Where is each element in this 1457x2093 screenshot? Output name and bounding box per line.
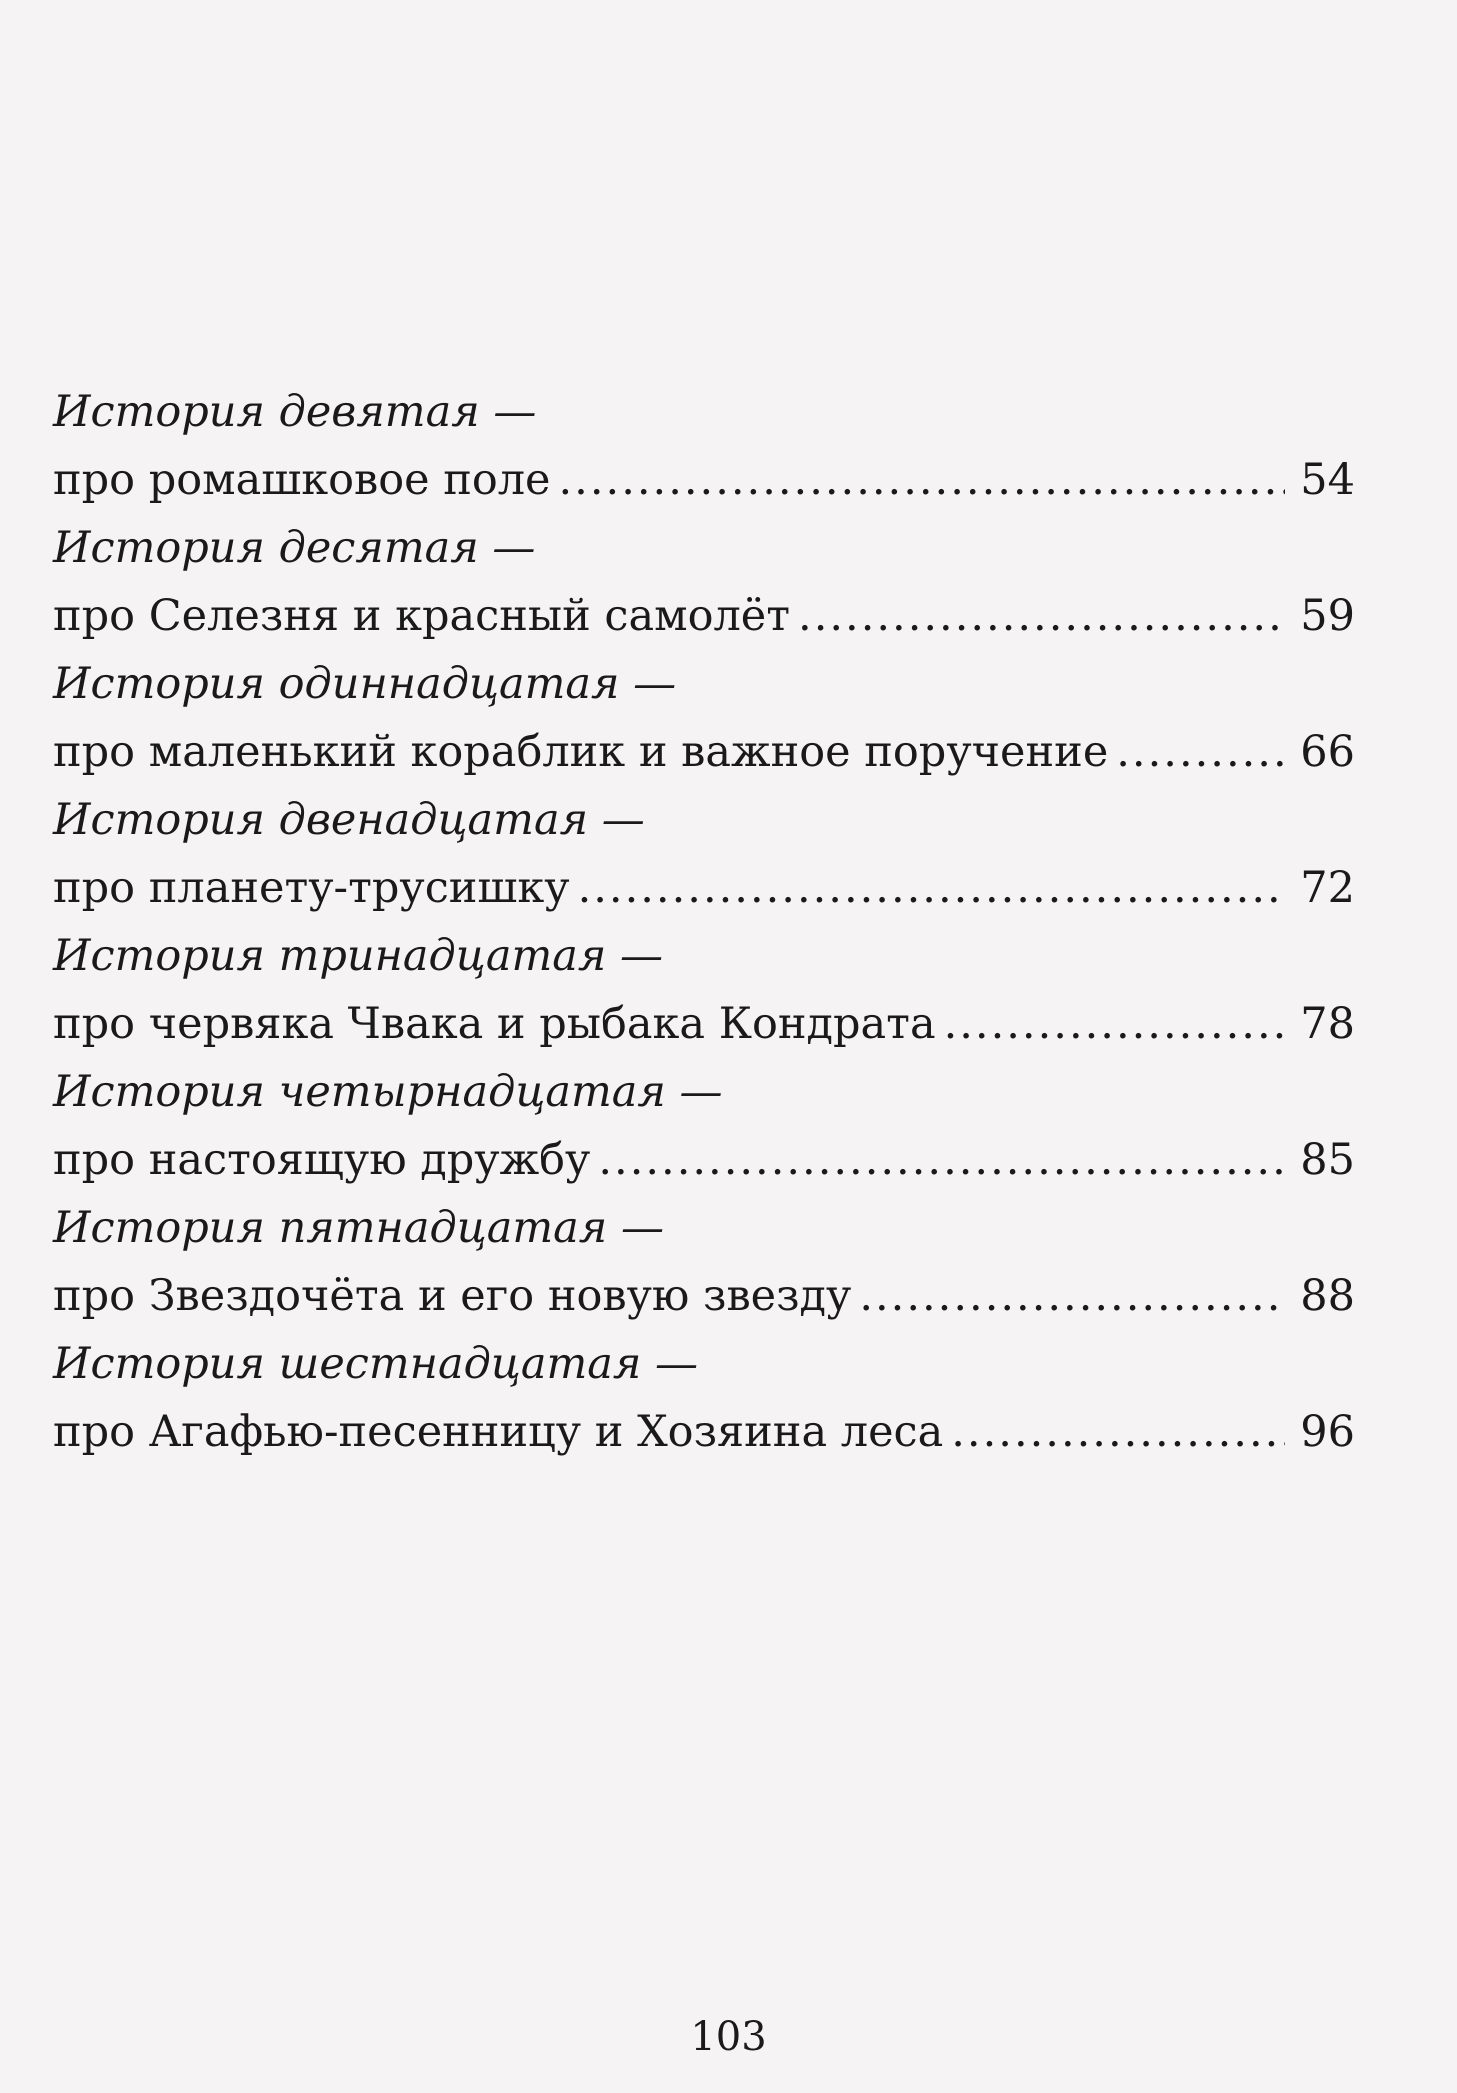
- toc-entry: [53, 786, 1355, 922]
- story-subtitle: про Селезня и красный самолёт: [53, 591, 791, 641]
- page-number: 85: [1300, 1135, 1355, 1185]
- story-subtitle: про планету-трусишку: [53, 863, 570, 913]
- dot-leader: [951, 1398, 1285, 1466]
- toc-line: [53, 990, 1355, 1058]
- story-title: История тринадцатая —: [53, 931, 663, 981]
- story-subtitle: про червяка Чвака и рыбака Кондрата: [53, 999, 936, 1049]
- page-number: 88: [1300, 1271, 1355, 1321]
- story-subtitle: про настоящую дружбу: [53, 1135, 591, 1185]
- toc-line: [53, 1398, 1355, 1466]
- table-of-contents: [53, 378, 1355, 1466]
- toc-entry: [53, 1194, 1355, 1330]
- toc-line: [53, 1126, 1355, 1194]
- story-subtitle: про маленький кораблик и важное поручение: [53, 727, 1109, 777]
- dot-leader: [1116, 718, 1285, 786]
- toc-line: [53, 854, 1355, 922]
- dot-leader: [798, 582, 1285, 650]
- story-title: История девятая —: [53, 387, 537, 437]
- story-title: История пятнадцатая —: [53, 1203, 664, 1253]
- story-title: История одиннадцатая —: [53, 659, 677, 709]
- page-number: 54: [1300, 455, 1355, 505]
- toc-entry: [53, 922, 1355, 1058]
- page-folio: 103: [690, 2014, 767, 2060]
- story-subtitle: про Агафью-песенницу и Хозяина леса: [53, 1407, 944, 1457]
- toc-entry: [53, 378, 1355, 514]
- page-number: 66: [1300, 727, 1355, 777]
- toc-entry: [53, 1058, 1355, 1194]
- toc-entry: [53, 1330, 1355, 1466]
- toc-entry: [53, 650, 1355, 786]
- dot-leader: [559, 446, 1285, 514]
- toc-line: [53, 718, 1355, 786]
- toc-entry: [53, 514, 1355, 650]
- story-title: История четырнадцатая —: [53, 1067, 723, 1117]
- dot-leader: [598, 1126, 1285, 1194]
- dot-leader: [578, 854, 1285, 922]
- story-subtitle: про ромашковое поле: [53, 455, 551, 505]
- toc-line: [53, 582, 1355, 650]
- story-title: История шестнадцатая —: [53, 1339, 699, 1389]
- story-title: История десятая —: [53, 523, 536, 573]
- page-number: 78: [1300, 999, 1355, 1049]
- story-subtitle: про Звездочёта и его новую звезду: [53, 1271, 852, 1321]
- toc-line: [53, 1262, 1355, 1330]
- dot-leader: [944, 990, 1285, 1058]
- toc-line: [53, 446, 1355, 514]
- page-number: 72: [1300, 863, 1355, 913]
- page-number: 96: [1300, 1407, 1355, 1457]
- story-title: История двенадцатая —: [53, 795, 645, 845]
- page-number: 59: [1300, 591, 1355, 641]
- dot-leader: [859, 1262, 1285, 1330]
